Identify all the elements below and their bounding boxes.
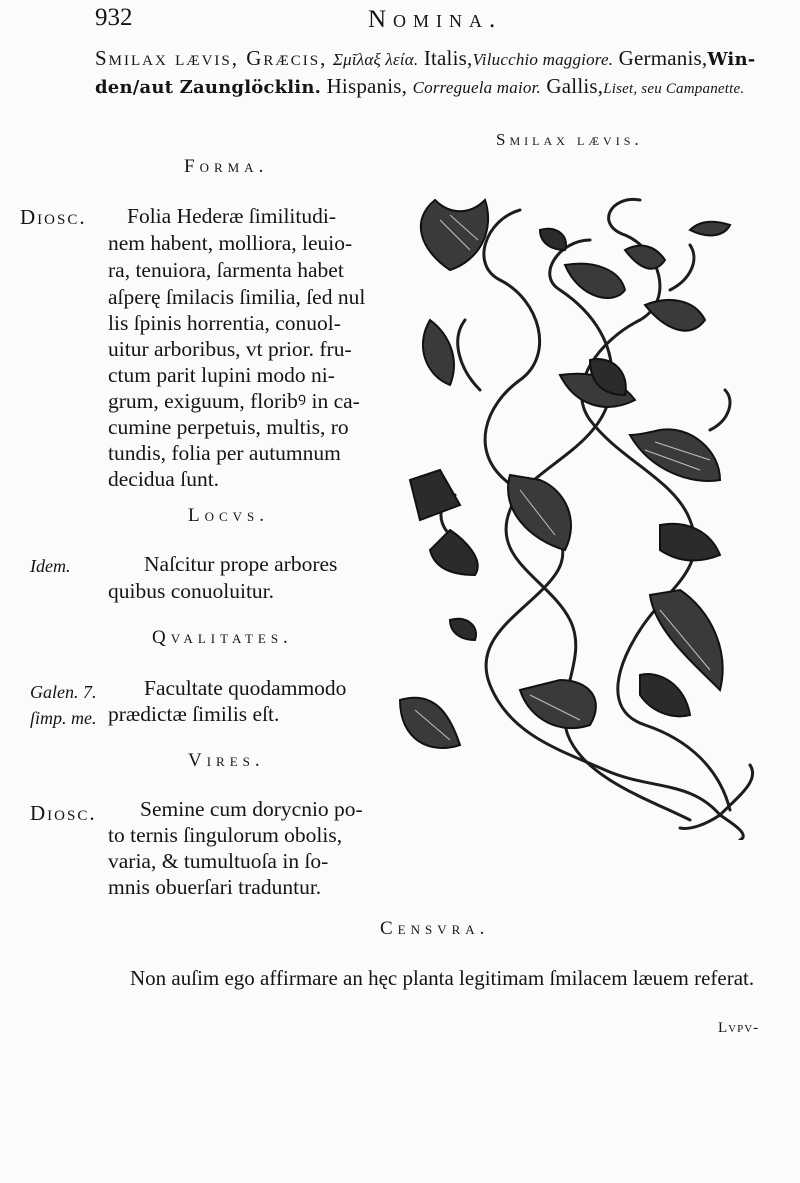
flower — [660, 524, 720, 561]
margin-note-vires: Diosc. — [30, 801, 97, 825]
italian-name: Vilucchio maggiore. — [472, 50, 614, 69]
forma-line: ctum parit lupini modo ni- — [108, 363, 335, 387]
locus-line: Naſcitur prope arbores — [144, 552, 338, 576]
leaf — [565, 264, 625, 298]
latin-name: Smilax lævis, Græcis, — [95, 46, 328, 70]
forma-line: decidua ſunt. — [108, 467, 220, 491]
qualitates-line: Facultate quodammodo — [144, 676, 347, 700]
forma-line: ra, tenuiora, ſarmenta habet — [108, 258, 344, 282]
leaf — [690, 222, 730, 236]
heading-qualitates: Qvalitates. — [152, 627, 293, 648]
german-label: Germanis, — [618, 46, 708, 70]
heading-vires: Vires. — [188, 750, 265, 771]
flower — [410, 470, 460, 520]
flower — [450, 619, 476, 640]
vires-line: mnis obuerſari traduntur. — [108, 875, 322, 899]
margin-note-qualitates-1: Galen. 7. — [30, 682, 97, 702]
locus-line: quibus conuoluitur. — [108, 579, 275, 603]
names-line-1 — [95, 46, 755, 71]
margin-note-locus: Idem. — [30, 556, 71, 576]
leaf — [650, 590, 723, 690]
leaf — [630, 429, 720, 481]
leaf — [508, 475, 571, 550]
page-number: 932 — [95, 4, 133, 31]
plant-woodcut-illustration — [390, 180, 770, 840]
forma-line: nem habent, molliora, leuio- — [108, 231, 353, 255]
leaf — [520, 680, 596, 728]
german-name-part-2: den/aut Zaunglöcklin. — [95, 77, 322, 98]
heading-censura: Censvra. — [380, 918, 490, 939]
leaf — [423, 320, 454, 385]
spanish-label: Hispanis, — [326, 74, 408, 98]
italian-label: Italis, — [423, 46, 473, 70]
forma-line: aſperę ſmilacis ſimilia, ſed nul — [108, 285, 366, 309]
figure-caption: Smilax lævis. — [496, 130, 643, 149]
forma-line: grum, exiguum, floribꝰ in ca- — [108, 389, 360, 413]
leaf-hatching — [415, 215, 710, 740]
catchword: Lvpv- — [718, 1020, 760, 1036]
margin-note-forma: Diosc. — [20, 205, 87, 229]
leaf — [645, 300, 705, 331]
forma-line: tundis, folia per autumnum — [108, 441, 341, 465]
vires-line: Semine cum dorycnio po- — [140, 797, 363, 821]
vires-line: varia, & tumultuoſa in ſo- — [108, 849, 329, 873]
qualitates-line: prædictæ ſimilis eſt. — [108, 702, 280, 726]
censura-text: Non auſim ego affirmare an hęc planta legitimam ſmilacem læuem referat. — [130, 966, 755, 990]
spanish-name: Correguela maior. — [412, 78, 541, 97]
leaf — [625, 246, 665, 269]
greek-name: Σμῖλαξ λεία. — [332, 50, 419, 69]
names-line-2 — [95, 74, 744, 99]
forma-line: lis ſpinis horrentia, conuol- — [108, 311, 341, 335]
heading-forma: Forma. — [184, 156, 269, 177]
margin-note-qualitates-2: ſimp. me. — [30, 708, 97, 728]
flower — [640, 674, 690, 716]
forma-line: cumine perpetuis, multis, ro — [108, 415, 349, 439]
french-name: Liset, seu Campanette. — [603, 81, 745, 97]
french-label: Gallis, — [546, 74, 604, 98]
heading-locus: Locvs. — [188, 505, 270, 526]
forma-line: Folia Hederæ ſimilitudi- — [127, 204, 337, 228]
vires-line: to ternis ſingulorum obolis, — [108, 823, 343, 847]
forma-line: uitur arboribus, vt prior. fru- — [108, 337, 352, 361]
flower — [540, 229, 566, 250]
german-name-part-1: Win- — [707, 49, 756, 70]
flower — [430, 530, 478, 575]
running-head: Nomina. — [368, 6, 503, 33]
